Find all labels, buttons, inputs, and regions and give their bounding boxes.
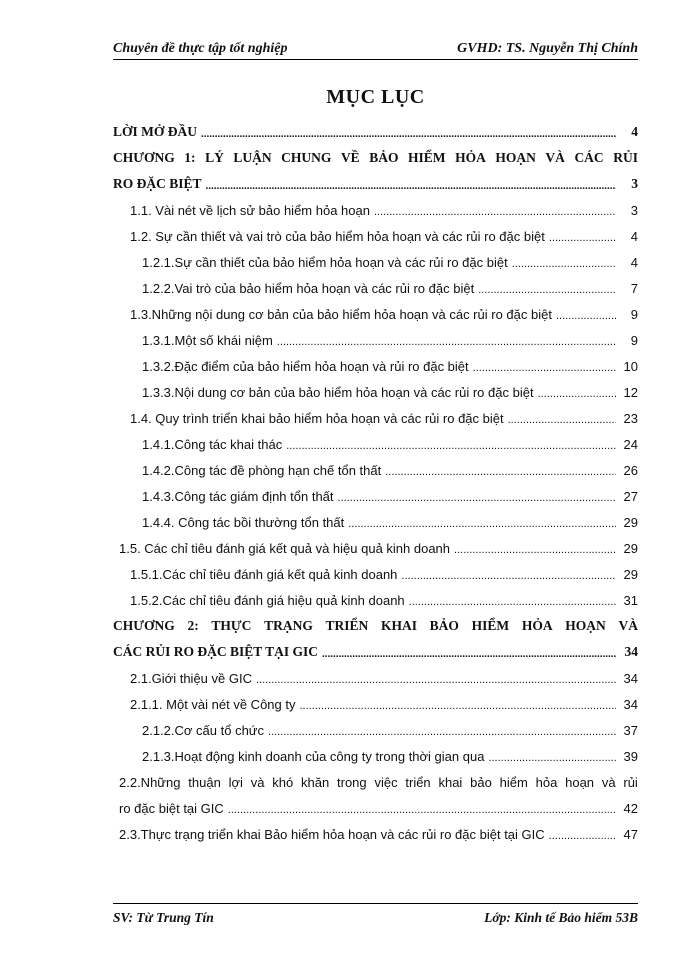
- toc-entry-1-4[interactable]: 1.4. Quy trình triển khai bảo hiểm hỏa hoạn và các rủi ro đặc biệt ..... 23: [130, 404, 638, 426]
- section-2-2-heading-word: khăn: [301, 775, 330, 790]
- section-2-2-heading-word: bảo: [470, 775, 492, 790]
- chapter-2-heading-word: HỎA: [521, 618, 553, 633]
- chapter-1-heading-word: LÝ: [205, 150, 224, 165]
- section-2-2-heading-word: và: [250, 775, 265, 790]
- chapter-1-heading-word: HIỂM: [408, 150, 446, 165]
- chapter-2-heading-word: CHƯƠNG: [113, 618, 175, 633]
- chapter-2-heading-word: TRIỂN: [325, 618, 369, 633]
- section-2-2-heading-word: và: [601, 775, 616, 790]
- chapter-1-heading-word: HOẠN: [495, 150, 536, 165]
- page-footer: [113, 903, 638, 926]
- toc-entry-1-4-4[interactable]: 1.4.4. Công tác bồi thường tổn thất ..... 29: [142, 508, 638, 530]
- chapter-1-heading-word: CHUNG: [281, 150, 332, 165]
- chapter-2-heading-word: TRẠNG: [264, 618, 313, 633]
- toc-entry-1-4-3[interactable]: 1.4.3.Công tác giám định tổn thất ..... 27: [142, 482, 638, 504]
- toc-entry-1-3-3[interactable]: 1.3.3.Nội dung cơ bản của bảo hiểm hỏa hoạn và các rủi ro đặc biệt ..... 12: [142, 378, 638, 400]
- toc-entry-2-2[interactable]: ro đặc biệt tại GIC ..... 42: [119, 794, 638, 816]
- toc-entry-1-3-2[interactable]: 1.3.2.Đặc điểm của bảo hiểm hỏa hoạn và rủi ro đặc biệt ..... 10: [142, 352, 638, 374]
- chapter-1-heading-word: HỎA: [455, 150, 486, 165]
- chapter-1-heading-word: CÁC: [574, 150, 604, 165]
- toc-entry-2-1-3[interactable]: 2.1.3.Hoạt động kinh doanh của công ty trong thời gian qua ..... 39: [142, 742, 638, 764]
- toc-entry-intro[interactable]: LỜI MỞ ĐẦU ..... 4: [113, 118, 638, 140]
- toc-entry-1-2-1[interactable]: 1.2.1.Sự cần thiết của bảo hiểm hỏa hoạn và các rủi ro đặc biệt ..... 4: [142, 248, 638, 270]
- section-2-2-heading-word: khó: [272, 775, 294, 790]
- header-left: Chuyên đề thực tập tốt nghiệp: [113, 41, 288, 56]
- section-2-2-heading-word: khai: [438, 775, 463, 790]
- section-2-2-heading-word: hiểm: [499, 775, 528, 790]
- section-2-2-heading-word: triển: [405, 775, 431, 790]
- toc-entry-1-1[interactable]: 1.1. Vài nét về lịch sử bảo hiểm hỏa hoạn ..... 3: [130, 196, 638, 218]
- section-2-2-heading-word: lợi: [228, 775, 243, 790]
- toc-section-2-2-heading[interactable]: [119, 768, 638, 790]
- toc-entry-1-5-2[interactable]: 1.5.2.Các chỉ tiêu đánh giá hiệu quả kinh doanh ..... 31: [130, 586, 638, 608]
- footer-right: Lớp: Kinh tế Bảo hiểm 53B: [484, 910, 638, 925]
- section-2-2-heading-word: trong: [337, 775, 367, 790]
- toc-entry-1-4-1[interactable]: 1.4.1.Công tác khai thác ..... 24: [142, 430, 638, 452]
- chapter-2-heading-word: VÀ: [618, 618, 638, 633]
- chapter-1-heading-word: RỦI: [613, 150, 638, 165]
- header-right: GVHD: TS. Nguyễn Thị Chính: [457, 41, 638, 56]
- chapter-2-heading-word: HIỂM: [471, 618, 510, 633]
- chapter-1-heading-word: VỀ: [340, 150, 360, 165]
- toc-chapter-2-heading[interactable]: [113, 612, 638, 634]
- chapter-2-heading-word: 2:: [187, 618, 199, 633]
- chapter-1-heading-word: LUẬN: [233, 150, 272, 165]
- toc-entry-1-2-2[interactable]: 1.2.2.Vai trò của bảo hiểm hỏa hoạn và các rủi ro đặc biệt ..... 7: [142, 274, 638, 296]
- section-2-2-heading-word: hỏa: [535, 775, 558, 790]
- toc-entry-chapter-2[interactable]: CÁC RỦI RO ĐẶC BIỆT TẠI GIC ..... 34: [113, 638, 638, 660]
- chapter-2-heading-word: HOẠN: [565, 618, 606, 633]
- toc-entry-1-5[interactable]: 1.5. Các chỉ tiêu đánh giá kết quả và hiệu quả kinh doanh ..... 29: [119, 534, 638, 556]
- page-title: MỤC LỤC: [326, 86, 425, 108]
- chapter-2-heading-word: KHAI: [380, 618, 417, 633]
- section-2-2-heading-word: thuận: [188, 775, 221, 790]
- chapter-2-heading-word: THỰC: [211, 618, 252, 633]
- footer-left: SV: Từ Trung Tín: [113, 910, 214, 925]
- chapter-1-heading-word: 1:: [184, 150, 196, 165]
- chapter-1-heading-word: VÀ: [545, 150, 565, 165]
- section-2-2-heading-word: 2.2.Những: [119, 775, 181, 790]
- toc-entry-2-1[interactable]: 2.1.Giới thiệu về GIC ..... 34: [130, 664, 638, 686]
- toc-entry-2-1-1[interactable]: 2.1.1. Một vài nét về Công ty ..... 34: [130, 690, 638, 712]
- toc-chapter-1-heading[interactable]: [113, 144, 638, 166]
- toc-entry-1-3[interactable]: 1.3.Những nội dung cơ bản của bảo hiểm hỏa hoạn và các rủi ro đặc biệt ..... 9: [130, 300, 638, 322]
- toc-entry-2-3[interactable]: 2.3.Thực trạng triển khai Bảo hiểm hỏa hoạn và các rủi ro đặc biệt tại GIC ..... 47: [119, 820, 638, 842]
- toc-entry-1-2[interactable]: 1.2. Sự cần thiết và vai trò của bảo hiểm hỏa hoạn và các rủi ro đặc biệt ..... 4: [130, 222, 638, 244]
- toc-entry-1-4-2[interactable]: 1.4.2.Công tác đề phòng hạn chế tổn thất ..... 26: [142, 456, 638, 478]
- section-2-2-heading-word: việc: [374, 775, 398, 790]
- section-2-2-heading-word: hoạn: [565, 775, 595, 790]
- toc-entry-1-5-1[interactable]: 1.5.1.Các chỉ tiêu đánh giá kết quả kinh doanh ..... 29: [130, 560, 638, 582]
- toc-entry-chapter-1[interactable]: RO ĐẶC BIỆT ..... 3: [113, 170, 638, 192]
- toc-entry-2-1-2[interactable]: 2.1.2.Cơ cấu tổ chức ..... 37: [142, 716, 638, 738]
- section-2-2-heading-word: rủi: [623, 775, 638, 790]
- chapter-1-heading-word: CHƯƠNG: [113, 150, 175, 165]
- chapter-2-heading-word: BẢO: [429, 618, 459, 633]
- chapter-1-heading-word: BẢO: [369, 150, 399, 165]
- toc-entry-1-3-1[interactable]: 1.3.1.Một số khái niệm ..... 9: [142, 326, 638, 348]
- page-header: [113, 38, 638, 60]
